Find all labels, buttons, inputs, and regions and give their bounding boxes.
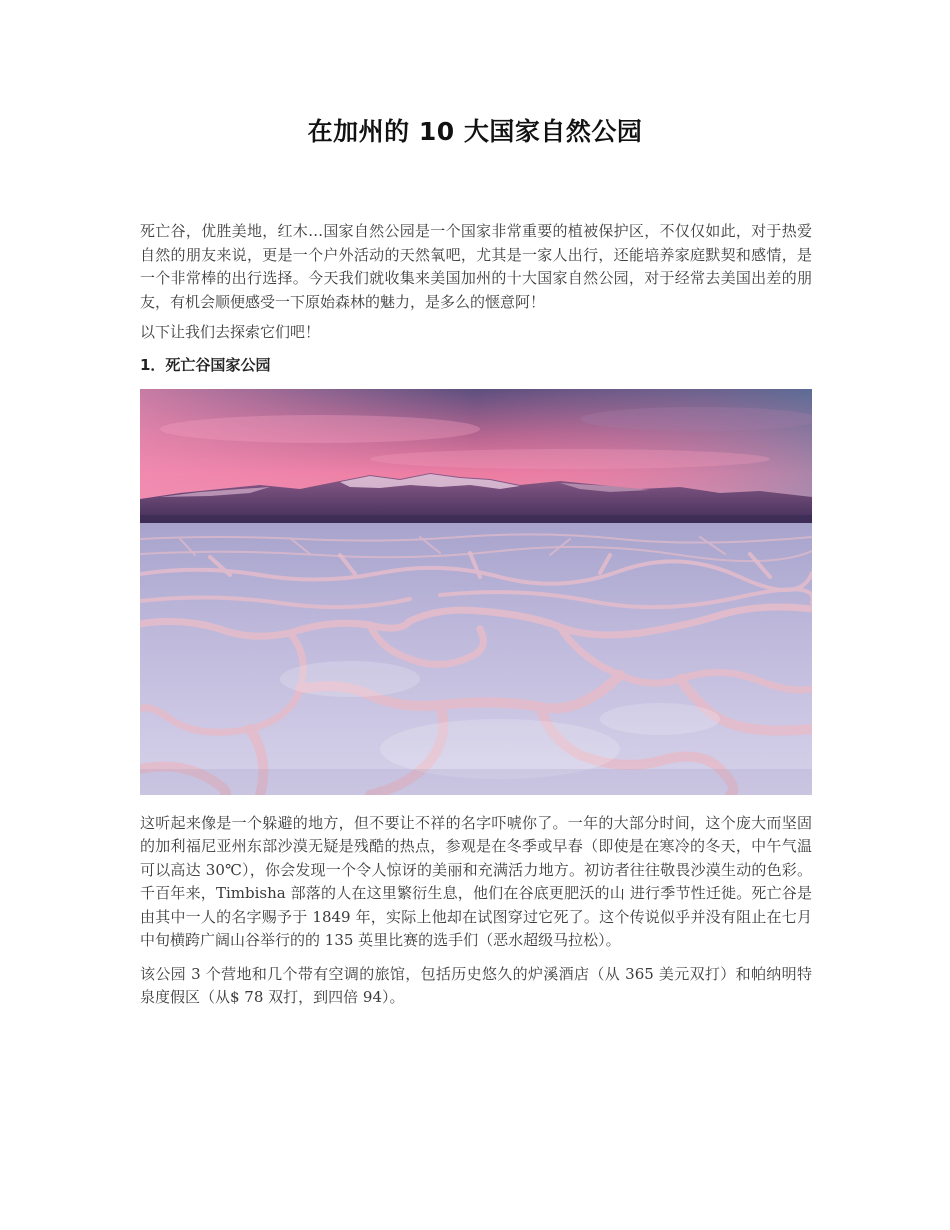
document-title: 在加州的 10 大国家自然公园 (307, 117, 643, 146)
section-heading: 1．死亡谷国家公园 (140, 355, 271, 374)
section-paragraph-1: 这听起来像是一个躲避的地方，但不要让不祥的名字吓唬你了。一年的大部分时间，这个庞大而坚固的加利福尼亚州东部沙漠无疑是残酷的热点，参观是在冬季或早春（即使是在寒冷的冬天，中午气温可以高达 30℃），你会发现一个令人惊讶的美丽和充满活力地方。初访者往往敬畏沙漠生动的色彩。千百年来，Timbisha 部落的人在这里繁衍生息，他们在谷底更肥沃的山 进行季节性迁徙。死亡谷是由其中一人的名字赐予于 1849 年，实际上他却在试图穿过它死了。这个传说似乎并没有阻止在七月中旬横跨广阔山谷举行的的 135 英里比赛的选手们（恶水超级马拉松）。 (140, 813, 812, 949)
intro-paragraph: 死亡谷，优胜美地，红木…国家自然公园是一个国家非常重要的植被保护区，不仅仅如此，对于热爱自然的朋友来说，更是一个户外活动的天然氧吧，尤其是一家人出行，还能培养家庭默契和感情，是一个非常棒的出行选择。今天我们就收集来美国加州的十大国家自然公园，对于经常去美国出差的朋友，有机会顺便感受一下原始森林的魅力，是多么的惬意阿！ (140, 222, 812, 311)
intro-follow-paragraph: 以下让我们去探索它们吧！ (140, 323, 321, 341)
section-paragraph-2: 该公园 3 个营地和几个带有空调的旅馆，包括历史悠久的炉溪酒店（从 365 美元双打）和帕纳明特泉度假区（从$ 78 双打，到四倍 94）。 (140, 964, 812, 1006)
death-valley-photo (140, 389, 812, 795)
document-body (140, 220, 812, 1017)
